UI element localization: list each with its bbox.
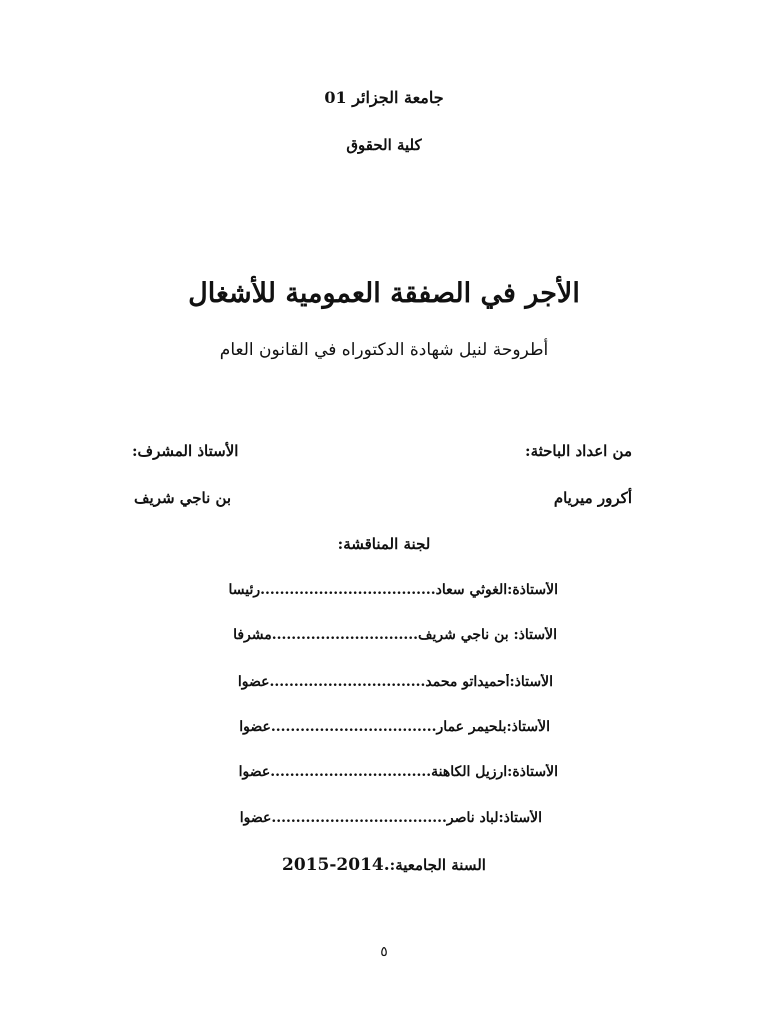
researcher-name: أكرور ميريام — [553, 489, 632, 507]
committee-member-chair: الأستاذة:الغوثي سعاد....................................رئيسا — [228, 582, 558, 598]
academic-year-label: السنة الجامعية: — [389, 856, 486, 874]
supervisor-name: بن ناجي شريف — [134, 489, 232, 507]
committee-member: الأستاذ:أحميداتو محمد................................عضوا — [237, 674, 553, 690]
academic-year-value: 2015-2014. — [282, 855, 390, 875]
university-name: جامعة الجزائر 01 — [324, 88, 444, 107]
academic-year — [0, 855, 768, 875]
committee-member-supervisor: الأستاذ: بن ناجي شريف..............................مشرفا — [233, 627, 557, 643]
committee-title: لجنة المناقشة: — [337, 535, 431, 553]
thesis-subtitle: أطروحة لنيل شهادة الدكتوراه في القانون العام — [219, 340, 549, 360]
committee-member: الأستاذة:ارزيل الكاهنة.................................عضوا — [238, 764, 558, 780]
committee-member: الأستاذ:بلحيمر عمار..................................عضوا — [239, 719, 550, 735]
supervisor-label: الأستاذ المشرف: — [132, 442, 239, 460]
committee-member: الأستاذ:لباد ناصر....................................عضوا — [239, 810, 542, 826]
faculty-name: كلية الحقوق — [346, 136, 422, 154]
page-number: ٥ — [380, 944, 388, 960]
researcher-label: من اعداد الباحثة: — [525, 442, 632, 460]
thesis-title: الأجر في الصفقة العمومية للأشغال — [188, 278, 580, 309]
